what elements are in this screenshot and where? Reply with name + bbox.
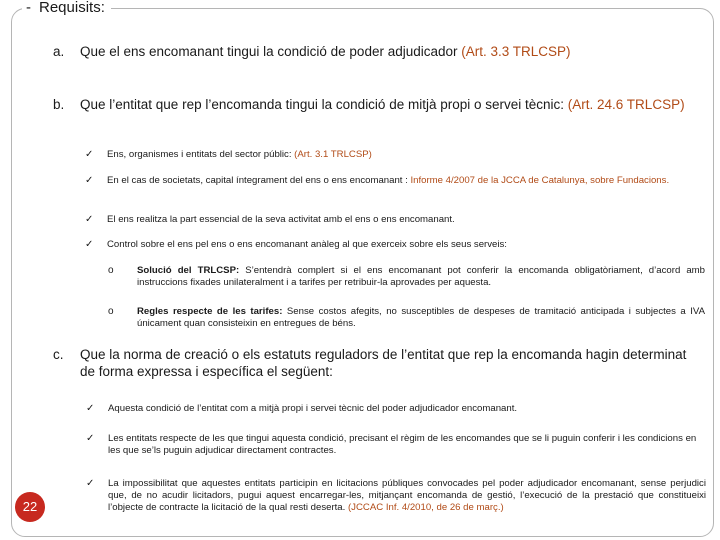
subbullet-1 — [108, 265, 705, 289]
checkmark-icon: ✓ — [86, 403, 95, 414]
bullet-c-3 — [86, 478, 706, 514]
bullet-c-2-text: Les entitats respecte de les que tingui aquesta condició, precisant el règim de les encomandes que se li puguin conferir i les condicions en les que se’ls puguin adjudicar directament contractes. — [108, 433, 697, 456]
checkmark-icon: ✓ — [85, 214, 94, 225]
page-number: 22 — [22, 499, 38, 514]
bullet-c-3-text: La impossibilitat que aquestes entitats participin en licitacions públiques convocades pel poder adjudicador encomanant, sense perjudici que, de no acudir licitadors, pugui aquest encarregar-les, mitjançant encomanda de gestió, l’execució de la prestació que constitueixi l’objecte de contracte la licitació de la qual resti deserta. — [108, 478, 706, 513]
item-c — [53, 346, 690, 380]
checkmark-icon: ✓ — [86, 433, 95, 444]
bullet-b-1-ref: (Art. 3.1 TRLCSP) — [294, 149, 372, 160]
page-number-badge — [15, 492, 45, 522]
checkmark-icon: ✓ — [85, 175, 94, 186]
item-c-text: Que la norma de creació o els estatuts reguladors de l’entitat que rep la encomanda hagin determinat de forma expressa i específica el següent: — [80, 347, 687, 379]
bullet-c-1-text: Aquesta condició de l’entitat com a mitjà propi i servei tècnic del poder adjudicador encomanant. — [108, 403, 518, 414]
title-text: Requisits: — [39, 0, 105, 16]
bullet-b-2-ref: Informe 4/2007 de la JCCA de Catalunya, sobre Fundacions. — [410, 175, 670, 186]
bullet-b-1 — [85, 149, 707, 161]
item-b-label: b. — [53, 97, 65, 112]
item-a — [53, 43, 700, 60]
item-a-label: a. — [53, 44, 65, 59]
bullet-b-4-text: Control sobre el ens pel ens o ens encomanant anàleg al que exerceix sobre els seus serveis: — [107, 239, 507, 250]
subbullet-2 — [108, 306, 705, 330]
checkmark-icon: ✓ — [85, 149, 94, 160]
bullet-c-3-ref: (JCCAC Inf. 4/2010, de 26 de març.) — [347, 502, 504, 513]
subbullet-2-heading: Regles respecte de les tarifes: — [137, 306, 283, 317]
bullet-c-1 — [86, 403, 706, 415]
bullet-b-3-text: El ens realitza la part essencial de la seva activitat amb el ens o ens encomanant. — [107, 214, 455, 225]
item-c-label: c. — [53, 347, 64, 362]
bullet-b-3 — [85, 214, 707, 226]
item-b-ref: (Art. 24.6 TRLCSP) — [567, 97, 685, 112]
item-a-text: Que el ens encomanant tingui la condició de poder adjudicador — [80, 44, 462, 59]
checkmark-icon: ✓ — [85, 239, 94, 250]
checkmark-icon: ✓ — [86, 478, 95, 489]
circle-bullet-icon: o — [108, 265, 114, 276]
title-dash: - — [26, 0, 31, 16]
item-b-text: Que l’entitat que rep l’encomanda tingui la condició de mitjà propi o servei tècnic: — [80, 97, 568, 112]
bullet-c-2 — [86, 433, 706, 457]
subbullet-1-text: S’entendrà complert si el ens encomanant pot conferir la encomanda obligatòriament, d’acord amb instruccions fixades unilateralment i a tarifes per retribuir-la aprovades per aquesta. — [137, 265, 705, 288]
subbullet-1-heading: Solució del TRLCSP: — [137, 265, 240, 276]
bullet-b-1-text: Ens, organismes i entitats del sector públic: — [107, 149, 295, 160]
bullet-b-4 — [85, 239, 707, 251]
section-title — [22, 0, 111, 18]
bullet-b-2-text: En el cas de societats, capital íntegrament del ens o ens encomanant : — [107, 175, 411, 186]
circle-bullet-icon: o — [108, 306, 114, 317]
item-a-ref: (Art. 3.3 TRLCSP) — [461, 44, 571, 59]
subbullet-2-text: Sense costos afegits, no susceptibles de despeses de tramitació anticipada i subjectes a IVA únicament quan consisteixin en entregues de béns. — [137, 306, 705, 329]
item-b — [53, 96, 705, 113]
bullet-b-2 — [85, 175, 707, 187]
